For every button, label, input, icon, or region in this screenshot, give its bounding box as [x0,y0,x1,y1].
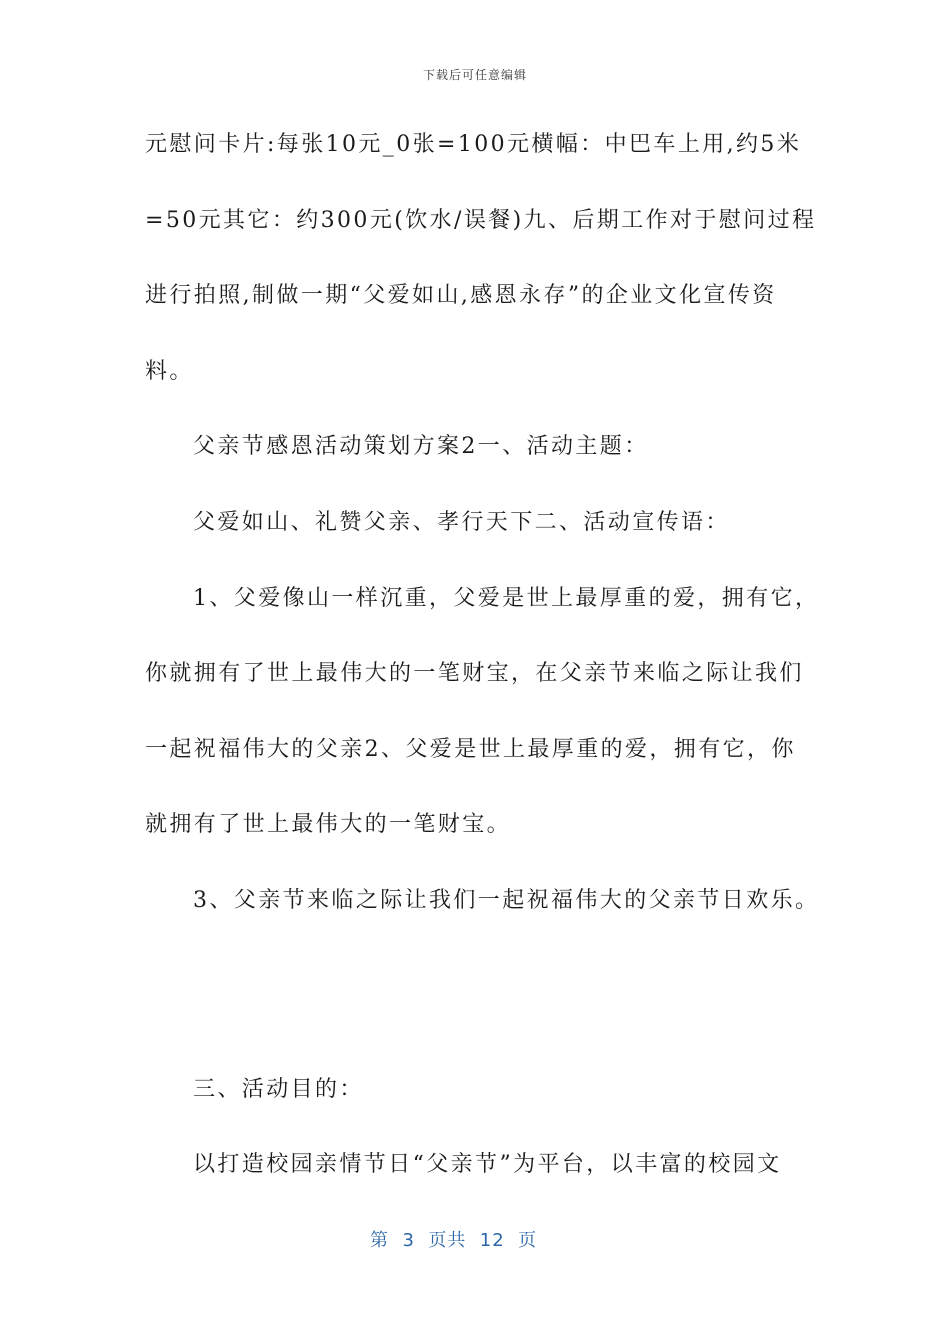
text-line: 以打造校园亲情节日“父亲节”为平台，以丰富的校园文 [193,1152,782,1178]
text-line: 进行拍照,制做一期“父爱如山,感恩永存”的企业文化宣传资 [145,283,777,309]
text-line: 父亲节感恩活动策划方案2一、活动主题： [193,434,649,460]
text-line: 料。 [145,358,194,384]
document-body [145,126,820,1222]
text-line: 1、父爱像山一样沉重，父爱是世上最厚重的爱，拥有它， [193,585,820,611]
section-heading: 三、活动目的： [193,1076,364,1102]
text-line: 一起祝福伟大的父亲2、父爱是世上最厚重的爱，拥有它，你 [145,736,796,762]
text-line: 元慰问卡片:每张10元_0张=100元横幅：中巴车上用,约5米 [145,132,802,157]
page-number: 第 3 页共 12 页 [370,1230,538,1251]
text-line: 父爱如山、礼赞父亲、孝行天下二、活动宣传语： [193,509,730,535]
text-line: 你就拥有了世上最伟大的一笔财宝，在父亲节来临之际让我们 [145,661,804,687]
text-line: 就拥有了世上最伟大的一笔财宝。 [145,812,512,838]
header-note: 下载后可任意编辑 [422,68,527,82]
paragraph-gap [145,958,805,1071]
text-line: =50元其它：约300元(饮水/误餐)九、后期工作对于慰问过程 [145,207,817,233]
text-line: 3、父亲节来临之际让我们一起祝福伟大的父亲节日欢乐。 [193,887,820,913]
